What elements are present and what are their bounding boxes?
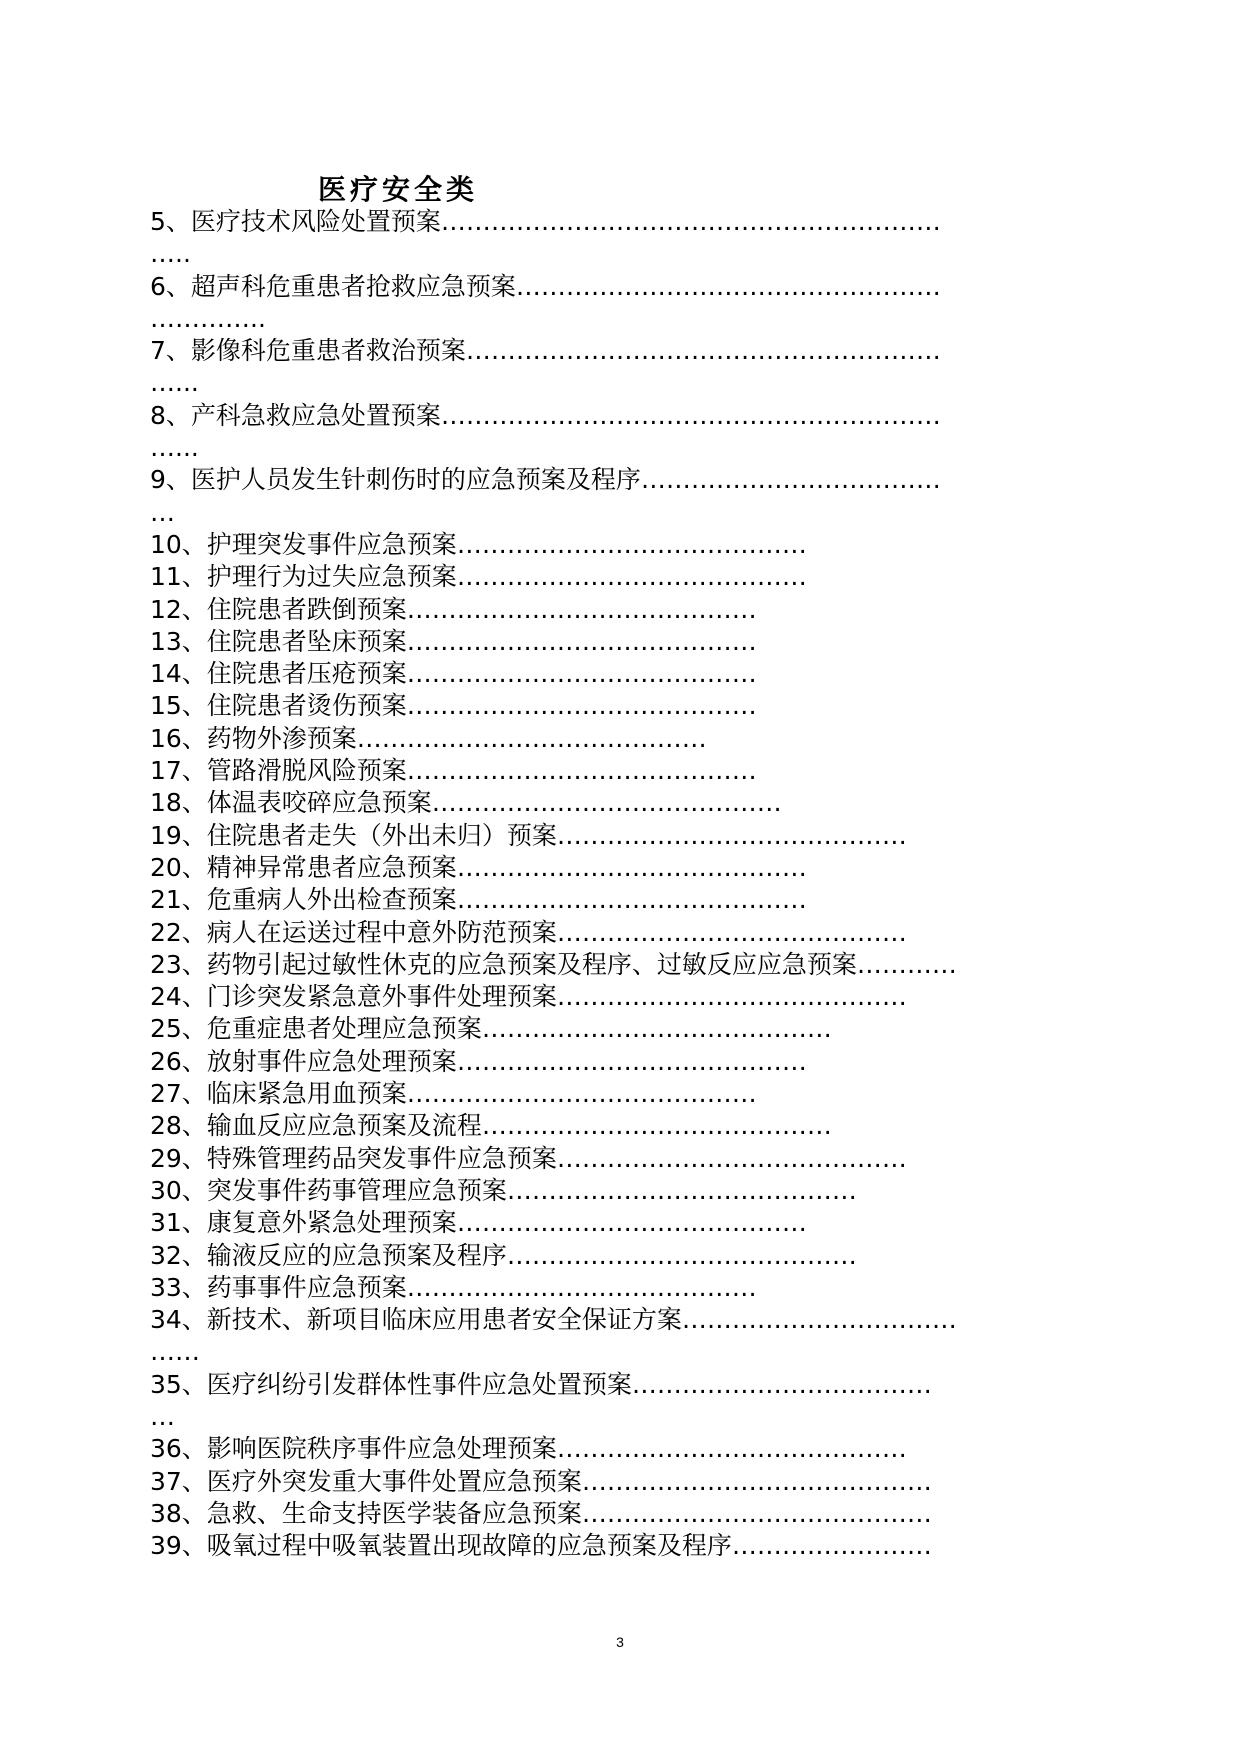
toc-entry [150,1369,1090,1434]
toc-entry-text: 11、护理行为过失应急预案…………………………………… [150,562,807,592]
toc-entry-text: 39、吸氧过程中吸氧装置出现故障的应急预案及程序…………………… [150,1531,932,1561]
toc-entry [150,626,1090,658]
toc-entry [150,529,1090,561]
toc-entry-text: 5、医疗技术风险处置预案…………………………………………………… [150,207,941,236]
toc-entry-leader-continuation: …... [150,368,199,398]
toc-entry-text: 25、危重症患者处理应急预案…………………………………… [150,1014,832,1044]
toc-entry-leader-continuation: …… [150,1337,200,1367]
toc-entry [150,400,1090,465]
toc-entry-text: 31、康复意外紧急处理预案…………………………………… [150,1208,807,1238]
toc-entry-text: 17、管路滑脱风险预案…………………………………… [150,756,757,786]
toc-entry-text: 9、医护人员发生针刺伤时的应急预案及程序……………………………… [150,465,941,495]
toc-entry-text: 24、门诊突发紧急意外事件处理预案…………………………………… [150,982,907,1012]
toc-entry [150,1143,1090,1175]
toc-entry [150,1530,1090,1562]
toc-entry-text: 16、药物外渗预案…………………………………… [150,723,707,753]
toc-list [150,206,1090,1562]
toc-entry [150,271,1090,336]
toc-entry-text: 19、住院患者走失（外出未归）预案…………………………………… [150,820,907,850]
toc-entry [150,755,1090,787]
toc-entry-text: 30、突发事件药事管理应急预案…………………………………… [150,1175,857,1205]
toc-entry-leader-continuation: … [150,497,175,527]
toc-entry-text: 28、输血反应应急预案及流程…………………………………… [150,1111,832,1141]
toc-entry-leader-continuation: … [150,1401,175,1431]
toc-entry [150,884,1090,916]
toc-entry [150,690,1090,722]
toc-entry-leader-continuation: …... [150,433,199,463]
toc-entry-leader-continuation: ………….. [150,303,266,333]
toc-entry [150,1466,1090,1498]
toc-entry-text: 15、住院患者烫伤预案…………………………………… [150,691,757,721]
toc-entry-text: 23、药物引起过敏性休克的应急预案及程序、过敏反应应急预案………… [150,949,957,979]
toc-entry [150,1498,1090,1530]
toc-entry-text: 7、影像科危重患者救治预案………………………………………………… [150,336,941,366]
toc-entry [150,658,1090,690]
toc-entry-text: 18、体温表咬碎应急预案…………………………………… [150,788,782,818]
toc-entry-text: 12、住院患者跌倒预案…………………………………… [150,594,757,624]
toc-entry-text: 27、临床紧急用血预案…………………………………… [150,1079,757,1109]
toc-entry [150,1272,1090,1304]
toc-entry [150,1240,1090,1272]
toc-entry [150,949,1090,981]
toc-entry [150,206,1090,271]
toc-entry-text: 35、医疗纠纷引发群体性事件应急处置预案……………………………… [150,1369,932,1399]
toc-entry [150,1304,1090,1369]
toc-entry [150,1175,1090,1207]
toc-entry [150,981,1090,1013]
toc-entry-text: 34、新技术、新项目临床应用患者安全保证方案…………………………… [150,1305,957,1335]
toc-entry [150,787,1090,819]
toc-entry-text: 10、护理突发事件应急预案…………………………………… [150,529,807,559]
toc-entry-text: 26、放射事件应急处理预案…………………………………… [150,1046,807,1076]
toc-entry [150,1110,1090,1142]
toc-entry-text: 37、医疗外突发重大事件处置应急预案…………………………………… [150,1466,932,1496]
toc-entry [150,1433,1090,1465]
toc-entry-text: 14、住院患者压疮预案…………………………………… [150,659,757,689]
toc-entry-text: 33、药事事件应急预案…………………………………… [150,1272,757,1302]
section-heading: 医疗安全类 [318,173,479,206]
toc-entry-text: 8、产科急救应急处置预案…………………………………………………… [150,400,941,430]
toc-entry [150,1207,1090,1239]
toc-entry [150,1046,1090,1078]
toc-entry-text: 6、超声科危重患者抢救应急预案…………………………………………… [150,271,941,301]
toc-entry [150,820,1090,852]
toc-entry-text: 22、病人在运送过程中意外防范预案…………………………………… [150,917,907,947]
toc-entry [150,335,1090,400]
toc-entry [150,464,1090,529]
toc-entry-leader-continuation: ….. [150,239,191,269]
toc-entry-text: 29、特殊管理药品突发事件应急预案…………………………………… [150,1143,907,1173]
toc-entry [150,1078,1090,1110]
toc-entry-text: 20、精神异常患者应急预案…………………………………… [150,852,807,882]
toc-entry [150,594,1090,626]
page-number: 3 [616,1634,624,1650]
toc-entry [150,723,1090,755]
toc-entry-text: 36、影响医院秩序事件应急处理预案…………………………………… [150,1434,907,1464]
toc-entry-text: 21、危重病人外出检查预案…………………………………… [150,885,807,915]
toc-entry [150,561,1090,593]
toc-entry [150,1013,1090,1045]
toc-entry [150,852,1090,884]
toc-entry-text: 32、输液反应的应急预案及程序…………………………………… [150,1240,857,1270]
toc-entry [150,917,1090,949]
toc-entry-text: 38、急救、生命支持医学装备应急预案…………………………………… [150,1498,932,1528]
toc-entry-text: 13、住院患者坠床预案…………………………………… [150,626,757,656]
